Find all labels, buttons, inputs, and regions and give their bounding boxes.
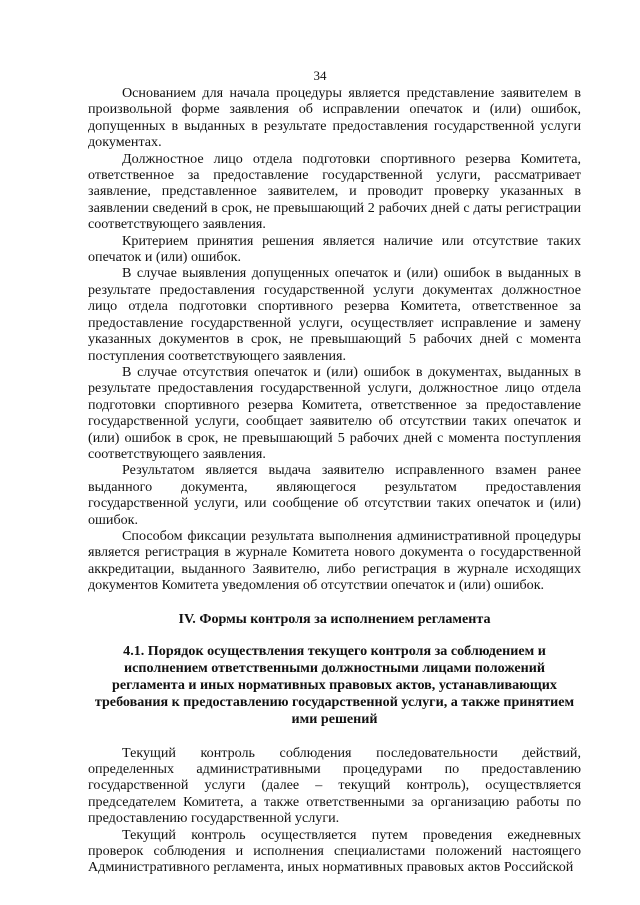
section-title: IV. Формы контроля за исполнением регламента: [178, 610, 491, 627]
spacer: [88, 728, 581, 745]
document-body: [88, 85, 581, 876]
paragraph-official-review: Должностное лицо отдела подготовки спортивного резерва Комитета, ответственное за предоставление государственной услуги, рассматривает заявление, представленное заявителем, и проводит проверку указанных в заявлении сведений в срок, не превышающий 2 рабочих дней с даты регистрации соответствующего заявления.: [88, 150, 581, 233]
paragraph-fixation-method: Способом фиксации результата выполнения административной процедуры является регистрация в журнале Комитета нового документа о государственной аккредитации, выданного Заявителю, либо регистрация в журнале исходящих документов Комитета уведомления об отсутствии опечаток и (или) ошибок.: [88, 527, 581, 594]
paragraph-errors-found: В случае выявления допущенных опечаток и (или) ошибок в выданных в результате предоставления государственной услуги документах должностное лицо отдела подготовки спортивного резерва Комитета, ответственное за предоставление государственной услуги, осуществляет исправление и замену указанных документов в срок, не превышающий 5 рабочих дней с момента поступления соответствующего заявления.: [88, 265, 581, 364]
paragraph-current-control: Текущий контроль соблюдения последовательности действий, определенных административными процедурами по предоставлению государственной услуги (далее – текущий контроль), осуществляется председателем Комитета, а также ответственными за организацию работы по предоставлению государственной услуги.: [88, 744, 581, 827]
page-number: 34: [313, 68, 327, 83]
paragraph-result: Результатом является выдача заявителю исправленного взамен ранее выданного документа, являющегося результатом предоставления государственной услуги, или сообщение об отсутствии таких опечаток и (или) ошибок.: [88, 462, 581, 528]
paragraph-decision-criterion: Критерием принятия решения является наличие или отсутствие таких опечаток и (или) ошибок.: [88, 232, 581, 266]
subsection-title: 4.1. Порядок осуществления текущего контроля за соблюдением и исполнением ответственными должностными лицами положений регламента и иных нормативных правовых актов, устанавливающих требования к предоставлению государственной услуги, а также принятием ими решений: [94, 642, 575, 727]
paragraph-daily-checks: Текущий контроль осуществляется путем проведения ежедневных проверок соблюдения и исполнения специалистами положений настоящего Административного регламента, иных нормативных правовых актов Российской: [88, 826, 581, 876]
paragraph-basis: Основанием для начала процедуры является представление заявителем в произвольной форме заявления об исправлении опечаток и (или) ошибок, допущенных в выданных в результате предоставления государственной услуги документах.: [88, 85, 581, 151]
paragraph-errors-absent: В случае отсутствия опечаток и (или) ошибок в документах, выданных в результате предоставления государственной услуги, должностное лицо отдела подготовки спортивного резерва Комитета, ответственное за предоставление государственной услуги, сообщает заявителю об отсутствии таких опечаток и (или) ошибок в срок, не превышающий 5 рабочих дней с момента поступления соответствующего заявления.: [88, 363, 581, 462]
